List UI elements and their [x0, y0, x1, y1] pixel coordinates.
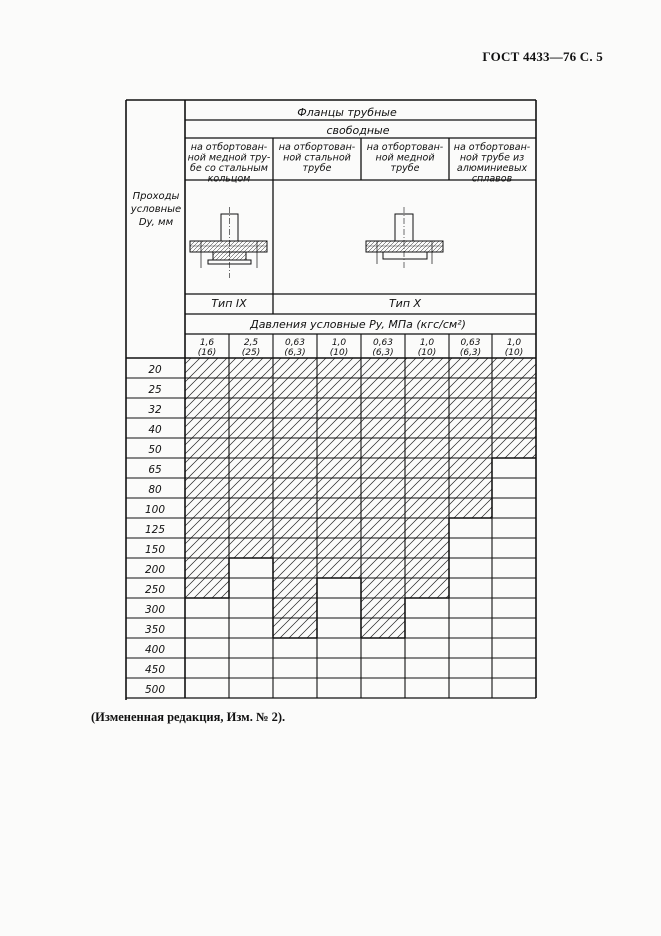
pressure-mpa: 1,0	[419, 338, 435, 348]
column-header-line: ной медной	[375, 152, 435, 164]
hatched-cell	[317, 358, 361, 378]
hatched-cell	[317, 438, 361, 458]
hatched-cell	[273, 498, 317, 518]
column-header-line: сплавов	[471, 173, 513, 185]
hatched-cell	[185, 398, 229, 418]
hatched-cell	[273, 418, 317, 438]
footnote: (Измененная редакция, Изм. № 2).	[91, 710, 286, 724]
hatched-cell	[449, 458, 492, 478]
hatched-cell	[405, 578, 449, 598]
hatched-cell	[449, 418, 492, 438]
page-header: ГОСТ 4433—76 С. 5	[482, 49, 603, 64]
pressure-mpa: 2,5	[243, 338, 259, 348]
hatched-cell	[185, 378, 229, 398]
hatched-cell	[405, 438, 449, 458]
pressure-mpa: 1,0	[506, 338, 522, 348]
hatched-cell	[185, 518, 229, 538]
hatched-cell	[361, 418, 405, 438]
hatched-cell	[361, 478, 405, 498]
diameter-label: 450	[144, 664, 166, 676]
hatched-cell	[273, 538, 317, 558]
hatched-cell	[492, 358, 536, 378]
hatched-cell	[317, 518, 361, 538]
diameter-label: 80	[148, 484, 162, 496]
hatched-cell	[361, 598, 405, 618]
hatched-cell	[405, 378, 449, 398]
hatched-cell	[492, 378, 536, 398]
hatched-cell	[273, 458, 317, 478]
hatched-cell	[229, 518, 273, 538]
hatched-cell	[492, 398, 536, 418]
hatched-cell	[229, 498, 273, 518]
hatched-cell	[317, 498, 361, 518]
pressure-kgf: (10)	[504, 348, 524, 358]
hatched-cell	[273, 578, 317, 598]
hatched-cell	[361, 378, 405, 398]
row-header-line-1: Проходы	[132, 191, 180, 202]
hatched-cell	[361, 578, 405, 598]
diameter-label: 50	[148, 444, 162, 456]
hatched-cell	[361, 558, 405, 578]
hatched-cell	[273, 358, 317, 378]
column-header-line: ной медной тру-	[187, 152, 271, 164]
hatched-cell	[273, 518, 317, 538]
column-headers	[188, 142, 531, 185]
hatched-cell	[273, 398, 317, 418]
hatched-cell	[405, 458, 449, 478]
hatched-cell	[449, 438, 492, 458]
hatched-cell	[405, 538, 449, 558]
hatched-cell	[449, 478, 492, 498]
pressure-mpa: 0,63	[284, 338, 306, 348]
hatched-cell	[405, 358, 449, 378]
hatched-cell	[229, 538, 273, 558]
type-ix-label: Тип IX	[211, 297, 247, 310]
column-header-line: ной трубе из	[459, 152, 525, 164]
hatched-cell	[229, 418, 273, 438]
row-header-line-3: Dy, мм	[138, 217, 174, 228]
diameter-label: 40	[148, 424, 162, 436]
diameter-label: 32	[148, 404, 162, 416]
hatched-cell	[449, 358, 492, 378]
hatched-cell	[361, 358, 405, 378]
hatched-cell	[229, 458, 273, 478]
column-header-line: на отбортован-	[190, 142, 268, 153]
diameter-label: 65	[148, 464, 162, 476]
hatched-cell	[317, 558, 361, 578]
pressure-kgf: (6,3)	[459, 348, 482, 358]
hatched-cell	[273, 378, 317, 398]
hatched-cell	[229, 398, 273, 418]
pressure-kgf: (16)	[197, 348, 217, 358]
column-header-line: на отбортован-	[366, 142, 444, 153]
hatched-cell	[185, 498, 229, 518]
hatched-cell	[361, 438, 405, 458]
hatched-cell	[317, 478, 361, 498]
diameter-label: 350	[144, 624, 166, 636]
row-header-line-2: условные	[130, 204, 182, 215]
hatched-cell	[405, 518, 449, 538]
hatched-cell	[317, 378, 361, 398]
hatched-cell	[185, 478, 229, 498]
hatched-cell	[361, 498, 405, 518]
pressure-mpa: 0,63	[372, 338, 394, 348]
table-title: Фланцы трубные	[297, 106, 397, 119]
hatched-cell	[229, 378, 273, 398]
column-header-line: алюминиевых	[456, 163, 528, 174]
column-header-line: ной стальной	[283, 152, 351, 164]
hatched-cell	[449, 498, 492, 518]
hatched-cell	[361, 538, 405, 558]
hatched-cell	[273, 558, 317, 578]
table-subtitle: свободные	[326, 124, 390, 137]
hatched-cell	[492, 418, 536, 438]
hatched-cell	[405, 398, 449, 418]
hatched-cell	[185, 578, 229, 598]
hatched-cell	[361, 458, 405, 478]
hatched-cell	[229, 358, 273, 378]
hatched-cell	[361, 518, 405, 538]
hatched-cell	[361, 398, 405, 418]
diameter-label: 250	[144, 584, 166, 596]
hatched-cell	[185, 438, 229, 458]
column-header-line: кольцом	[207, 173, 251, 185]
diameter-label: 300	[144, 604, 166, 616]
pressure-kgf: (6,3)	[372, 348, 394, 358]
hatched-cell	[185, 558, 229, 578]
column-header-line: на отбортован-	[278, 142, 356, 153]
type-x-label: Тип X	[388, 297, 422, 310]
pressure-kgf: (6,3)	[284, 348, 306, 358]
hatched-cell	[185, 418, 229, 438]
pressure-mpa: 0,63	[460, 338, 481, 348]
pressure-header: Давления условные Py, МПа (кгс/см²)	[250, 318, 466, 331]
hatched-cell	[492, 438, 536, 458]
column-header-line: трубе	[302, 163, 332, 174]
hatched-cell	[317, 398, 361, 418]
diameter-label: 100	[144, 504, 166, 516]
hatched-cell	[317, 458, 361, 478]
hatched-cell	[273, 598, 317, 618]
pressure-mpa: 1,0	[331, 338, 347, 348]
diameter-label: 20	[148, 364, 162, 376]
diameter-label: 125	[144, 524, 166, 536]
diameter-label: 25	[148, 384, 162, 396]
flange-type-x-drawing	[366, 207, 443, 270]
hatched-cell	[273, 478, 317, 498]
pressure-kgf: (25)	[241, 348, 261, 358]
hatched-cell	[405, 498, 449, 518]
hatched-cell	[317, 418, 361, 438]
pressure-kgf: (10)	[329, 348, 349, 358]
hatched-cell	[185, 538, 229, 558]
hatched-cell	[185, 458, 229, 478]
hatched-cell	[405, 558, 449, 578]
diameter-label: 200	[144, 564, 166, 576]
diameter-label: 400	[144, 644, 166, 656]
flange-type-ix-drawing	[190, 207, 267, 278]
pressure-kgf: (10)	[417, 348, 437, 358]
hatched-cell	[449, 378, 492, 398]
hatched-cell	[361, 618, 405, 638]
column-header-line: на отбортован-	[453, 142, 531, 153]
hatched-cell	[405, 478, 449, 498]
diameter-label: 150	[144, 544, 166, 556]
hatched-cell	[449, 398, 492, 418]
hatched-cell	[185, 358, 229, 378]
diameter-labels	[145, 364, 165, 696]
hatched-cell	[273, 618, 317, 638]
diameter-label: 500	[144, 684, 166, 696]
hatched-cell	[405, 418, 449, 438]
column-header-line: бе со стальным	[190, 163, 268, 174]
pressure-mpa: 1,6	[199, 338, 215, 348]
column-header-line: трубе	[390, 163, 420, 174]
hatched-cell	[317, 538, 361, 558]
hatched-cell	[229, 438, 273, 458]
hatched-cell	[229, 478, 273, 498]
hatched-cell	[273, 438, 317, 458]
